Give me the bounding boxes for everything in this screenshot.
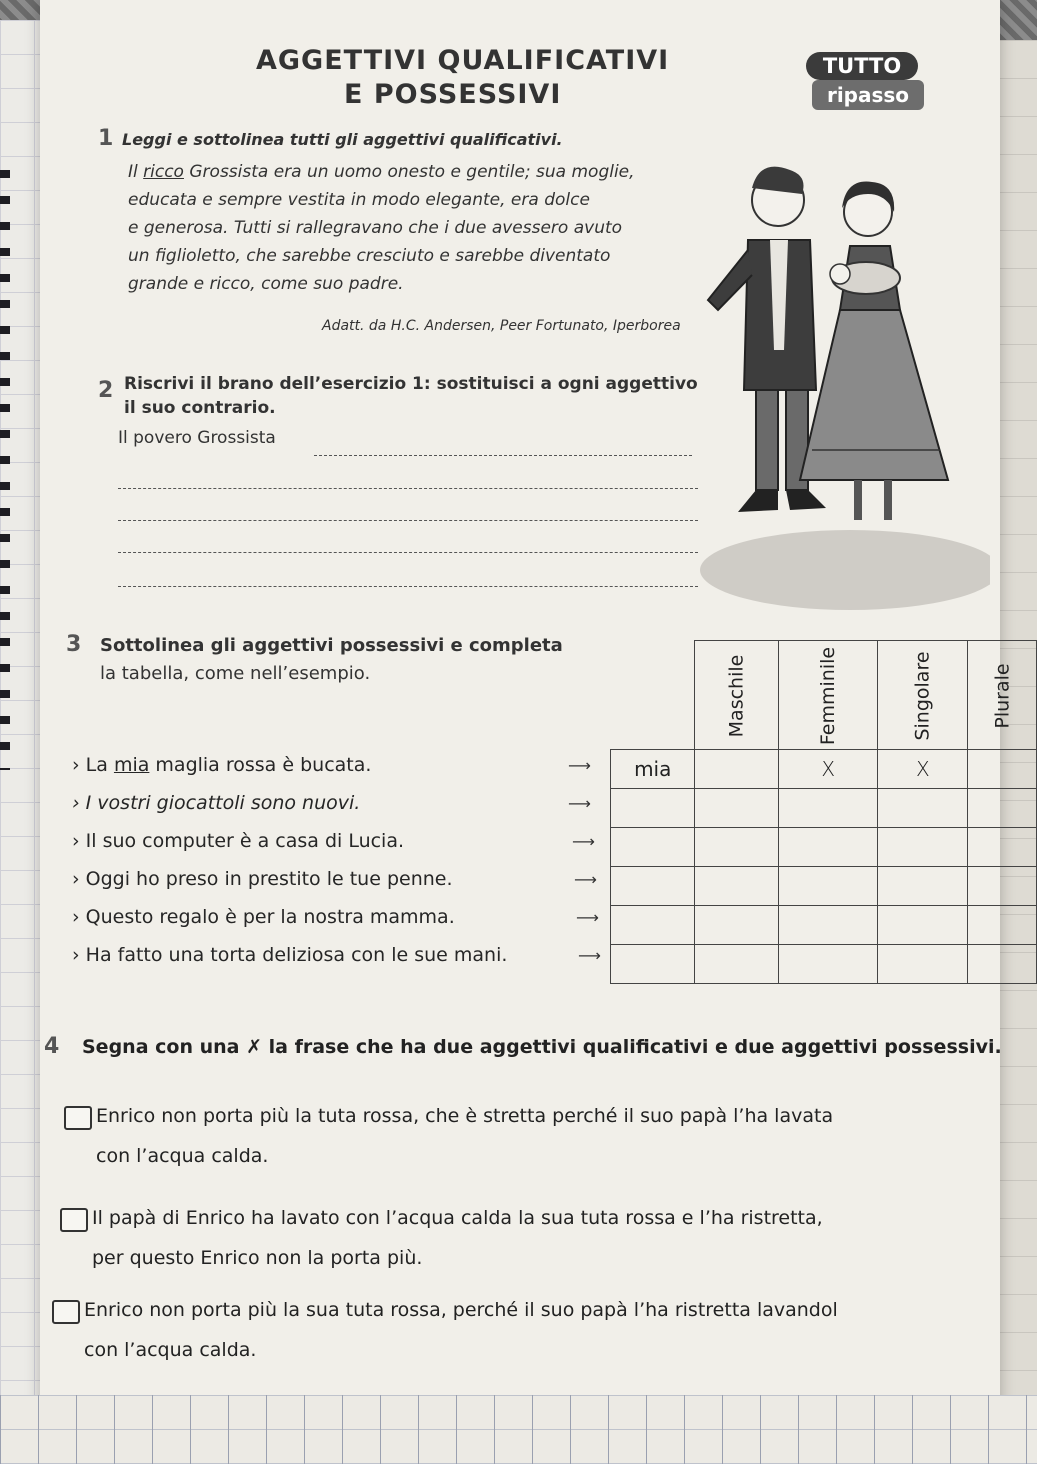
cell[interactable] <box>878 867 968 906</box>
option-1 <box>96 1096 833 1176</box>
badge-tutto: TUTTO <box>806 52 918 80</box>
sentence-6: › Ha fatto una torta deliziosa con le sue mani. <box>72 944 508 966</box>
cell-possessive[interactable]: mia <box>611 750 695 789</box>
exercise-1-number: 1 <box>98 126 114 151</box>
option-2-checkbox[interactable] <box>60 1208 88 1232</box>
bullet-icon: › <box>72 754 80 776</box>
cell[interactable] <box>779 789 878 828</box>
cell[interactable] <box>968 828 1037 867</box>
exercise-2-instruction <box>124 372 698 420</box>
sentence-4: › Oggi ho preso in prestito le tue penne. <box>72 868 453 890</box>
option-2 <box>92 1198 823 1278</box>
header-plurale: Plurale <box>968 641 1037 750</box>
cell[interactable] <box>878 906 968 945</box>
cell[interactable] <box>611 906 695 945</box>
exercise-3-number: 3 <box>66 632 82 657</box>
exercise-1-text <box>128 158 708 298</box>
exercise-2-number: 2 <box>98 378 114 403</box>
exercise-4-number: 4 <box>44 1034 60 1059</box>
option-line: Il papà di Enrico ha lavato con l’acqua calda la sua tuta rossa e l’ha ristretta, <box>92 1207 823 1229</box>
cell[interactable] <box>968 867 1037 906</box>
text-line: grande e ricco, come suo padre. <box>128 274 404 294</box>
arrow-icon: ⟶ <box>578 946 601 965</box>
exercise-3-instruction <box>100 632 563 688</box>
write-line[interactable] <box>118 520 698 521</box>
cell[interactable] <box>695 867 779 906</box>
illustration-shadow <box>700 530 990 610</box>
woman-skirt <box>800 310 948 480</box>
cell[interactable] <box>779 867 878 906</box>
option-line: con l’acqua calda. <box>84 1339 257 1361</box>
sentence-5: › Questo regalo è per la nostra mamma. <box>72 906 455 928</box>
arrow-icon: ⟶ <box>568 756 591 775</box>
bullet-icon: › <box>72 830 80 852</box>
option-line: per questo Enrico non la porta più. <box>92 1247 423 1269</box>
table-row <box>611 945 1037 984</box>
notebook-spiral <box>0 170 10 770</box>
title-line-1: AGGETTIVI QUALIFICATIVI <box>256 45 670 76</box>
instruction-line: la tabella, come nell’esempio. <box>100 663 371 684</box>
source-attribution: Adatt. da H.C. Andersen, Peer Fortunato, Iperborea <box>322 318 681 334</box>
cell[interactable] <box>878 828 968 867</box>
underlined-adjective: ricco <box>143 162 184 182</box>
option-line: con l’acqua calda. <box>96 1145 269 1167</box>
write-line[interactable] <box>118 552 698 553</box>
table-row <box>611 750 1037 789</box>
baby-head <box>830 264 850 284</box>
woman-leg <box>854 480 862 520</box>
option-1-checkbox[interactable] <box>64 1106 92 1130</box>
cell[interactable] <box>611 789 695 828</box>
woman-leg <box>884 480 892 520</box>
header-blank <box>611 641 695 750</box>
underlined-possessive: mia <box>113 754 150 776</box>
write-line[interactable] <box>118 488 698 489</box>
cell[interactable] <box>968 945 1037 984</box>
cell[interactable] <box>779 945 878 984</box>
man-leg-left <box>756 390 778 490</box>
exercise-4-instruction: Segna con una ✗ la frase che ha due aggettivi qualificativi e due aggettivi possessivi. <box>82 1036 1002 1058</box>
cell[interactable] <box>878 945 968 984</box>
text-line: un figlioletto, che sarebbe cresciuto e sarebbe diventato <box>128 246 611 266</box>
cell[interactable] <box>968 906 1037 945</box>
man-shoe-left <box>738 490 778 512</box>
arrow-icon: ⟶ <box>568 794 591 813</box>
cell[interactable] <box>611 828 695 867</box>
sentence-1: › La mia maglia rossa è bucata. <box>72 754 372 776</box>
instruction-line: Riscrivi il brano dell’esercizio 1: sostituisci a ogni aggettivo <box>124 374 698 394</box>
bullet-icon: › <box>72 792 80 814</box>
cell[interactable] <box>695 750 779 789</box>
cell[interactable] <box>968 750 1037 789</box>
cell[interactable] <box>695 828 779 867</box>
exercise-1-instruction: Leggi e sottolinea tutti gli aggettivi qualificativi. <box>122 130 563 149</box>
instruction-line: il suo contrario. <box>124 398 276 418</box>
cell[interactable] <box>611 945 695 984</box>
arrow-icon: ⟶ <box>576 908 599 927</box>
text-line: e generosa. Tutti si rallegravano che i due avessero avuto <box>128 218 623 238</box>
first-words: Il <box>128 162 138 182</box>
sentence-2: › I vostri giocattoli sono nuovi. <box>72 792 361 814</box>
arrow-icon: ⟶ <box>574 870 597 889</box>
bullet-icon: › <box>72 906 80 928</box>
sentence-3: › Il suo computer è a casa di Lucia. <box>72 830 405 852</box>
text-line: Grossista era un uomo onesto e gentile; sua moglie, <box>189 162 635 182</box>
table-row <box>611 828 1037 867</box>
write-line[interactable] <box>314 455 692 456</box>
possessive-table <box>610 640 1037 984</box>
illustration-family <box>690 150 990 620</box>
option-line: Enrico non porta più la sua tuta rossa, perché il suo papà l’ha ristretta lavandol <box>84 1299 838 1321</box>
notebook-grid-bottom <box>0 1395 1037 1464</box>
table-row <box>611 906 1037 945</box>
option-3-checkbox[interactable] <box>52 1300 80 1324</box>
page-title <box>256 44 669 112</box>
option-line: Enrico non porta più la tuta rossa, che è stretta perché il suo papà l’ha lavata <box>96 1105 834 1127</box>
cell[interactable] <box>695 945 779 984</box>
cell[interactable] <box>968 789 1037 828</box>
arrow-icon: ⟶ <box>572 832 595 851</box>
bullet-icon: › <box>72 944 80 966</box>
instruction-line: Sottolinea gli aggettivi possessivi e completa <box>100 635 563 656</box>
text-line: educata e sempre vestita in modo elegante, era dolce <box>128 190 590 210</box>
cell[interactable] <box>779 828 878 867</box>
write-line[interactable] <box>118 586 698 587</box>
cell[interactable] <box>695 906 779 945</box>
rewrite-start-text: Il povero Grossista <box>118 428 276 448</box>
cell[interactable] <box>611 867 695 906</box>
header-singolare: Singolare <box>878 641 968 750</box>
header-femminile: Femminile <box>779 641 878 750</box>
man-shoe-right <box>786 490 826 510</box>
bullet-icon: › <box>72 868 80 890</box>
option-3 <box>84 1290 1030 1370</box>
cell[interactable] <box>779 906 878 945</box>
cell[interactable] <box>695 789 779 828</box>
header-maschile: Maschile <box>695 641 779 750</box>
badge-ripasso: ripasso <box>812 80 924 110</box>
table-row <box>611 867 1037 906</box>
cell-cross[interactable]: X <box>878 750 968 789</box>
table-header-row <box>611 641 1037 750</box>
cell[interactable] <box>878 789 968 828</box>
cell-cross[interactable]: X <box>779 750 878 789</box>
table-row <box>611 789 1037 828</box>
title-line-2: E POSSESSIVI <box>344 79 562 110</box>
